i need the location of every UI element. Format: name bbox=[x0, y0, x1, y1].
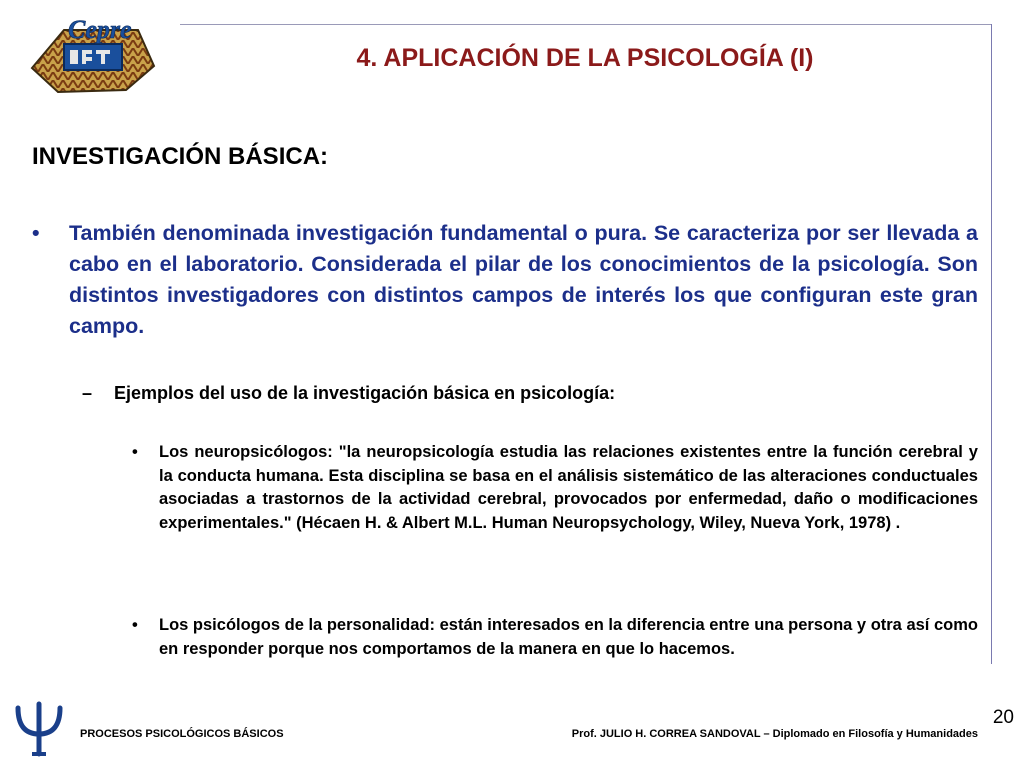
footer-course: PROCESOS PSICOLÓGICOS BÁSICOS bbox=[80, 728, 284, 740]
logo-text: Cepre bbox=[68, 15, 132, 44]
top-rule bbox=[180, 24, 992, 25]
slide-title: 4. APLICACIÓN DE LA PSICOLOGÍA (I) bbox=[356, 44, 814, 72]
list-item bbox=[132, 441, 978, 535]
page-number: 20 bbox=[992, 707, 1014, 728]
main-bullet-text: También denominada investigación fundamental o pura. Se caracteriza por ser llevada a cabo en el laboratorio. Considerada el pilar de los conocimientos de la psicología. Son distintos investigadores con distintos campos de interés los que configuran este gran campo. bbox=[69, 221, 978, 338]
examples-heading-text: Ejemplos del uso de la investigación básica en psicología: bbox=[114, 383, 616, 403]
examples-heading bbox=[82, 381, 982, 405]
bullet-mark: • bbox=[132, 616, 138, 634]
psi-icon bbox=[10, 700, 68, 758]
bullet-mark: • bbox=[32, 221, 40, 245]
footer-author: Prof. JULIO H. CORREA SANDOVAL – Diplomado en Filosofía y Humanidades bbox=[571, 728, 978, 740]
dash-mark: – bbox=[82, 383, 93, 403]
section-subtitle: INVESTIGACIÓN BÁSICA: bbox=[32, 143, 329, 170]
cepre-logo bbox=[28, 8, 158, 94]
bullet-mark: • bbox=[132, 443, 138, 461]
list-item bbox=[132, 614, 978, 661]
right-rule bbox=[991, 24, 992, 664]
list-item-text: Los psicólogos de la personalidad: están interesados en la diferencia entre una persona y otra así como en responder porque nos comportamos de la manera en que lo hacemos. bbox=[159, 616, 978, 658]
list-item-text: Los neuropsicólogos: "la neuropsicología estudia las relaciones existentes entre la función cerebral y la conducta humana. Esta disciplina se basa en el análisis sistemático de las alteraciones conductuales asociadas a trastornos de la actividad cerebral, provocados por enfermedad, daño o modificaciones experimentales." (Hécaen H. & Albert M.L. Human Neuropsychology, Wiley, Nueva York, 1978) . bbox=[159, 443, 978, 532]
main-bullet bbox=[32, 218, 978, 342]
